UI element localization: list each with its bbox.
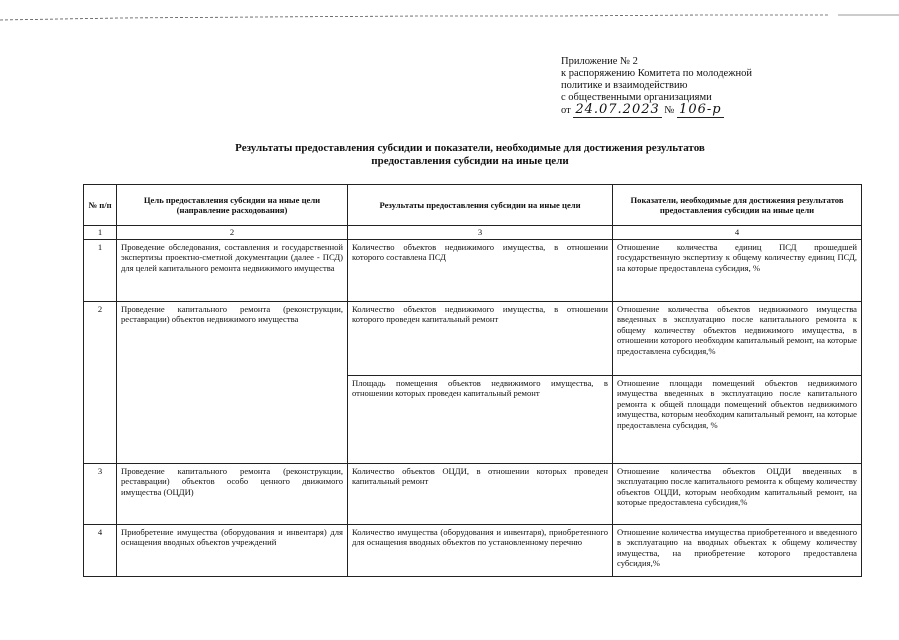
header-num: № п/п xyxy=(84,185,117,226)
row-goal: Приобретение имущества (оборудования и инвентаря) для оснащения вводных объектов учреждений xyxy=(117,524,348,576)
row-indicator: Отношение площади помещений объектов недвижимого имущества введенных в эксплуатацию после капитального ремонта к общей площади помещений объектов недвижимого имущества, которым необходим капитальный ремонт, на которые предоставлена субсидия, % xyxy=(613,375,862,463)
handwritten-date: 24.07.2023 xyxy=(575,102,660,117)
appendix-order-ref: к распоряжению Комитета по молодежной xyxy=(561,68,752,79)
title-line-2: предоставления субсидии на иные цели xyxy=(371,155,569,167)
table-row xyxy=(84,463,862,524)
header-goal: Цель предоставления субсидии на иные цели (направление расходования) xyxy=(117,185,348,226)
row-number: 2 xyxy=(84,301,117,463)
row-number: 3 xyxy=(84,463,117,524)
table-row xyxy=(84,301,862,375)
scan-edge-mark xyxy=(0,14,899,22)
row-result: Площадь помещения объектов недвижимого имущества, в отношении которых проведен капитальный ремонт xyxy=(348,375,613,463)
row-result: Количество объектов недвижимого имущества, в отношении которого проведен капитальный ремонт xyxy=(348,301,613,375)
appendix-number: Приложение № 2 xyxy=(561,56,638,67)
row-number: 4 xyxy=(84,524,117,576)
table-row xyxy=(84,524,862,576)
row-result: Количество объектов недвижимого имущества, в отношении которого составлена ПСД xyxy=(348,239,613,301)
appendix-block xyxy=(561,56,841,117)
col-index-4: 4 xyxy=(613,226,862,240)
title-line-1: Результаты предоставления субсидии и показатели, необходимые для достижения результатов xyxy=(235,142,705,154)
row-indicator: Отношение количества имущества приобретенного и введенного в эксплуатацию на вводных объектах к общему количеству имущества, на приобретение которого предоставлена субсидия,% xyxy=(613,524,862,576)
handwritten-number: 106-р xyxy=(679,102,722,117)
header-indicator: Показатели, необходимые для достижения результатов предоставления субсидии на иные цели xyxy=(613,185,862,226)
col-index-2: 2 xyxy=(117,226,348,240)
header-row xyxy=(84,185,862,226)
row-indicator: Отношение количества объектов недвижимого имущества введенных в эксплуатацию после капитального ремонта к общему количеству объектов недвижимого имущества, в отношении которого необходим капитальный ремонт, на которые предоставлена субсидия,% xyxy=(613,301,862,375)
row-number: 1 xyxy=(84,239,117,301)
col-index-3: 3 xyxy=(348,226,613,240)
table-row xyxy=(84,239,862,301)
appendix-committee-line-2: с общественными организациями xyxy=(561,92,712,103)
row-goal: Проведение капитального ремонта (реконструкции, реставрации) объектов недвижимого имущества xyxy=(117,301,348,463)
row-result: Количество объектов ОЦДИ, в отношении которых проведен капитальный ремонт xyxy=(348,463,613,524)
appendix-committee-line: политике и взаимодействию xyxy=(561,80,688,91)
row-indicator: Отношение количества единиц ПСД прошедшей государственную экспертизу к общему количеству единиц ПСД, на которые предоставлена субсидия, % xyxy=(613,239,862,301)
date-prefix: от xyxy=(561,105,571,116)
results-table xyxy=(83,184,862,577)
document-title xyxy=(150,142,790,168)
row-goal: Проведение капитального ремонта (реконструкции, реставрации) объектов особо ценного движимого имущества (ОЦДИ) xyxy=(117,463,348,524)
row-goal: Проведение обследования, составления и государственной экспертизы проектно-сметной документации (далее - ПСД) для целей капитального ремонта недвижимого имущества xyxy=(117,239,348,301)
col-index-1: 1 xyxy=(84,226,117,240)
header-result: Результаты предоставления субсидии на иные цели xyxy=(348,185,613,226)
number-prefix: № xyxy=(664,105,675,116)
appendix-date-line xyxy=(561,104,841,117)
row-result: Количество имущества (оборудования и инвентаря), приобретенного для оснащения вводных объектов по установленному перечню xyxy=(348,524,613,576)
row-indicator: Отношение количества объектов ОЦДИ введенных в эксплуатацию после капитального ремонта к общему количеству объектов ОЦДИ, которым необходим капитальный ремонт, на которые предоставлена субсидия,% xyxy=(613,463,862,524)
column-index-row xyxy=(84,226,862,240)
